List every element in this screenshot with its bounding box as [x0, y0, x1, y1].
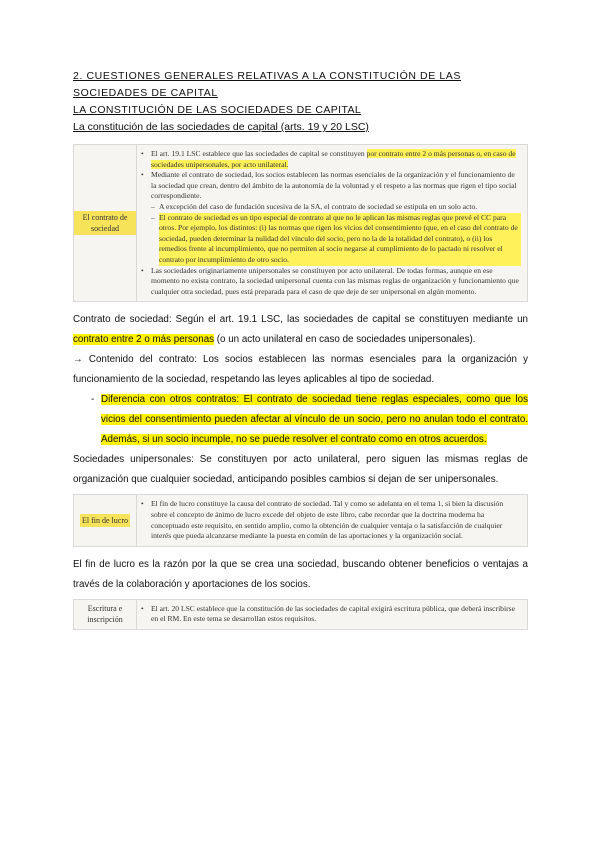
excerpt-bullet: • El art. 20 LSC establece que la constitución de las sociedades de capital exigirá escritura pública, que deberá inscribirse en el RM. En este tema se desarrollan estos requisitos.: [141, 603, 515, 624]
excerpt-highlight: El contrato de sociedad es un tipo especial de contrato al que no le aplican las mismas reglas que prevé el CC para otros. Por ejemplo, los distintos: (i) las normas que rigen los vicios del consentimiento (que, en el caso del contrato de sociedad, pueden determinar la nulidad del vínculo del socio, pero no la de la totalidad del contrato), o (ii) los remedios frente al incumplimiento, que no permiten al socio negarse al cumplimiento de lo pactado ni resolver el contrato por incumplimiento de otro socio.: [159, 213, 521, 266]
textbook-excerpt-lucro: [73, 494, 528, 546]
excerpt-bullet: • El art. 19.1 LSC establece que las sociedades de capital se constituyen por contrato entre 2 o más personas o, en caso de sociedades unipersonales, por acto unilateral.: [141, 149, 516, 169]
excerpt-label-cell: [74, 495, 137, 545]
excerpt-body: [137, 145, 527, 301]
highlight-text: Diferencia con otros contratos: El contrato de sociedad tiene reglas especiales, como que los vicios del consentimiento pueden afectar al vínculo de un socio, pero no anulan todo el contrato. Además, si un socio incumple, no se puede resolver el contrato como en otros acuerdos.: [101, 394, 528, 446]
paragraph-contrato: Contrato de sociedad: Según el art. 19.1 LSC, las sociedades de capital se constituyen mediante un contrato entre 2 o más personas (o un acto unilateral en caso de sociedades unipersonales).: [73, 314, 528, 346]
excerpt-subitem: – A excepción del caso de fundación sucesiva de la SA, el contrato de sociedad se estipula en un solo acto.: [151, 201, 478, 211]
excerpt-body: [137, 600, 527, 629]
excerpt-bullet: • El fin de lucro constituye la causa del contrato de sociedad. Tal y como se adelanta en el tema 1, si bien la discusión sobre el concepto de ánimo de lucro excede del objeto de este libro, cabe recordar que la doctrina moderna ha conceptuado este requisito, en sentido amplio, como la obtención de cualquier ventaja o la satisfacción de cualquier interés que pueda alcanzarse mediante la puesta en común de las aportaciones y la organización social.: [141, 499, 504, 541]
dash-marker: -: [91, 394, 95, 406]
page-content: [73, 68, 528, 638]
section-heading: 2. CUESTIONES GENERALES RELATIVAS A LA CONSTITUCIÓN DE LAS SOCIEDADES DE CAPITAL: [73, 70, 462, 99]
excerpt-label: El contrato de sociedad: [74, 211, 136, 235]
excerpt-label-cell: [74, 145, 137, 301]
textbook-excerpt-escritura: [73, 599, 528, 630]
excerpt-label-cell: [74, 600, 137, 629]
excerpt-body: [137, 495, 527, 545]
paragraph-lucro: El fin de lucro es la razón por la que se crea una sociedad, buscando obtener beneficios o ventajas a través de la colaboración y aportaciones de los socios.: [73, 558, 528, 590]
excerpt-highlight: por contrato entre 2 o más personas o, en caso de sociedades unipersonales, por acto unilateral.: [151, 149, 516, 169]
highlight-text: contrato entre 2 o más personas: [73, 334, 215, 346]
paragraph-contenido: → Contenido del contrato: Los socios establecen las normas esenciales para la organización y funcionamiento de la sociedad, respetando las leyes aplicables al tipo de sociedad.: [73, 354, 528, 386]
excerpt-bullet: • Las sociedades originariamente unipersonales se constituyen por acto unilateral. De todas formas, aunque en ese momento no exista contrato, la sociedad unipersonal cuenta con las mismas reglas de organización y funcionamiento que cualquier otra sociedad, pues está preparada para el caso de que deje de ser unipersonal en algún momento.: [141, 265, 519, 296]
dash-item-diferencia: [73, 390, 528, 450]
textbook-excerpt-contrato: [73, 144, 528, 302]
subsection-heading: LA CONSTITUCIÓN DE LAS SOCIEDADES DE CAPITAL: [73, 104, 362, 116]
excerpt-subitem: – El contrato de sociedad es un tipo especial de contrato al que no le aplican las mismas reglas que prevé el CC para otros. Por ejemplo, los distintos: (i) las normas que rigen los vicios del consentimiento (que, en el caso del contrato de sociedad, pueden determinar la nulidad del vínculo del socio, pero no la de la totalidad del contrato), o (ii) los remedios frente al incumplimiento, que no permiten al socio negarse al cumplimiento de lo pactado ni resolver el contrato por incumplimiento de otro socio.: [141, 213, 521, 266]
paragraph-unipersonales: Sociedades unipersonales: Se constituyen por acto unilateral, pero siguen las mismas reglas de organización que cualquier sociedad, anticipando posibles cambios si dejan de ser unipersonales.: [73, 454, 528, 486]
excerpt-bullet: • Mediante el contrato de sociedad, los socios establecen las normas esenciales de la organización y el funcionamiento de la sociedad que crean, dentro del ámbito de la autonomía de la voluntad y el respeto a las normas que rigen el tipo social correspondiente.: [141, 170, 517, 201]
excerpt-label: El fin de lucro: [82, 516, 128, 525]
excerpt-label: Escritura e inscripción: [87, 604, 123, 625]
topic-heading: La constitución de las sociedades de capital (arts. 19 y 20 LSC): [73, 121, 369, 133]
